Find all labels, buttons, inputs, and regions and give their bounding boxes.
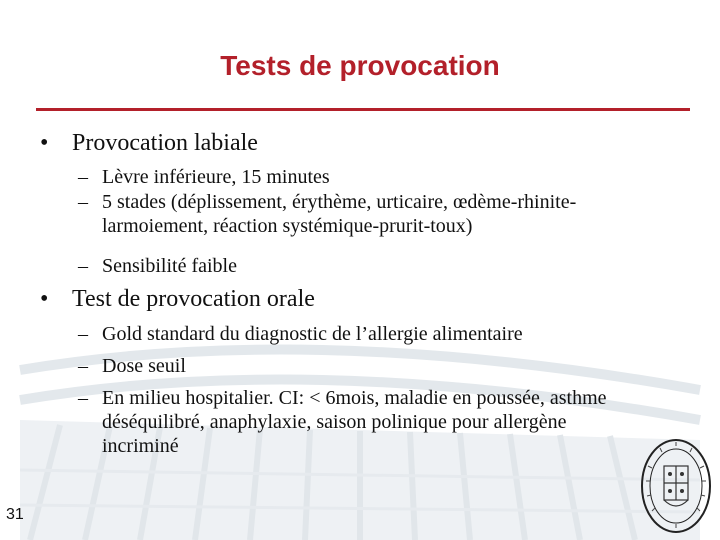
sub-bullet-text: Lèvre inférieure, 15 minutes — [102, 166, 330, 188]
sub-bullet-text: 5 stades (déplissement, érythème, urticaire, œdème-rhinite-larmoiement, réaction systémique-prurit-toux) — [102, 191, 577, 237]
sub-bullet-text: Gold standard du diagnostic de l’allergie alimentaire — [102, 323, 523, 345]
sub-bullet-item — [78, 386, 638, 458]
sub-bullet-text: Sensibilité faible — [102, 255, 237, 277]
sub-bullet-item — [78, 354, 678, 378]
sub-bullet-item — [78, 254, 678, 278]
dash-icon: – — [78, 255, 88, 277]
sub-bullet-item — [78, 190, 678, 238]
sub-bullet-item — [78, 165, 678, 189]
bullet-text: Test de provocation orale — [72, 286, 315, 312]
slide-title: Tests de provocation — [220, 50, 500, 81]
page-number: 31 — [6, 506, 24, 523]
bullet-text: Provocation labiale — [72, 130, 258, 156]
bullet-dot-icon: • — [40, 286, 49, 312]
dash-icon: – — [78, 166, 88, 188]
dash-icon: – — [78, 323, 88, 345]
dash-icon: – — [78, 387, 88, 409]
university-seal-icon — [638, 436, 714, 536]
sub-bullet-text: Dose seuil — [102, 355, 186, 377]
sub-bullet-text: En milieu hospitalier. CI: < 6mois, maladie en poussée, asthme déséquilibré, anaphylaxie, saison polinique pour allergène incriminé — [102, 387, 607, 457]
dash-icon: – — [78, 355, 88, 377]
bullet-dot-icon: • — [40, 130, 49, 156]
sub-bullet-item — [78, 322, 678, 346]
title-underline — [36, 108, 690, 111]
dash-icon: – — [78, 191, 88, 213]
